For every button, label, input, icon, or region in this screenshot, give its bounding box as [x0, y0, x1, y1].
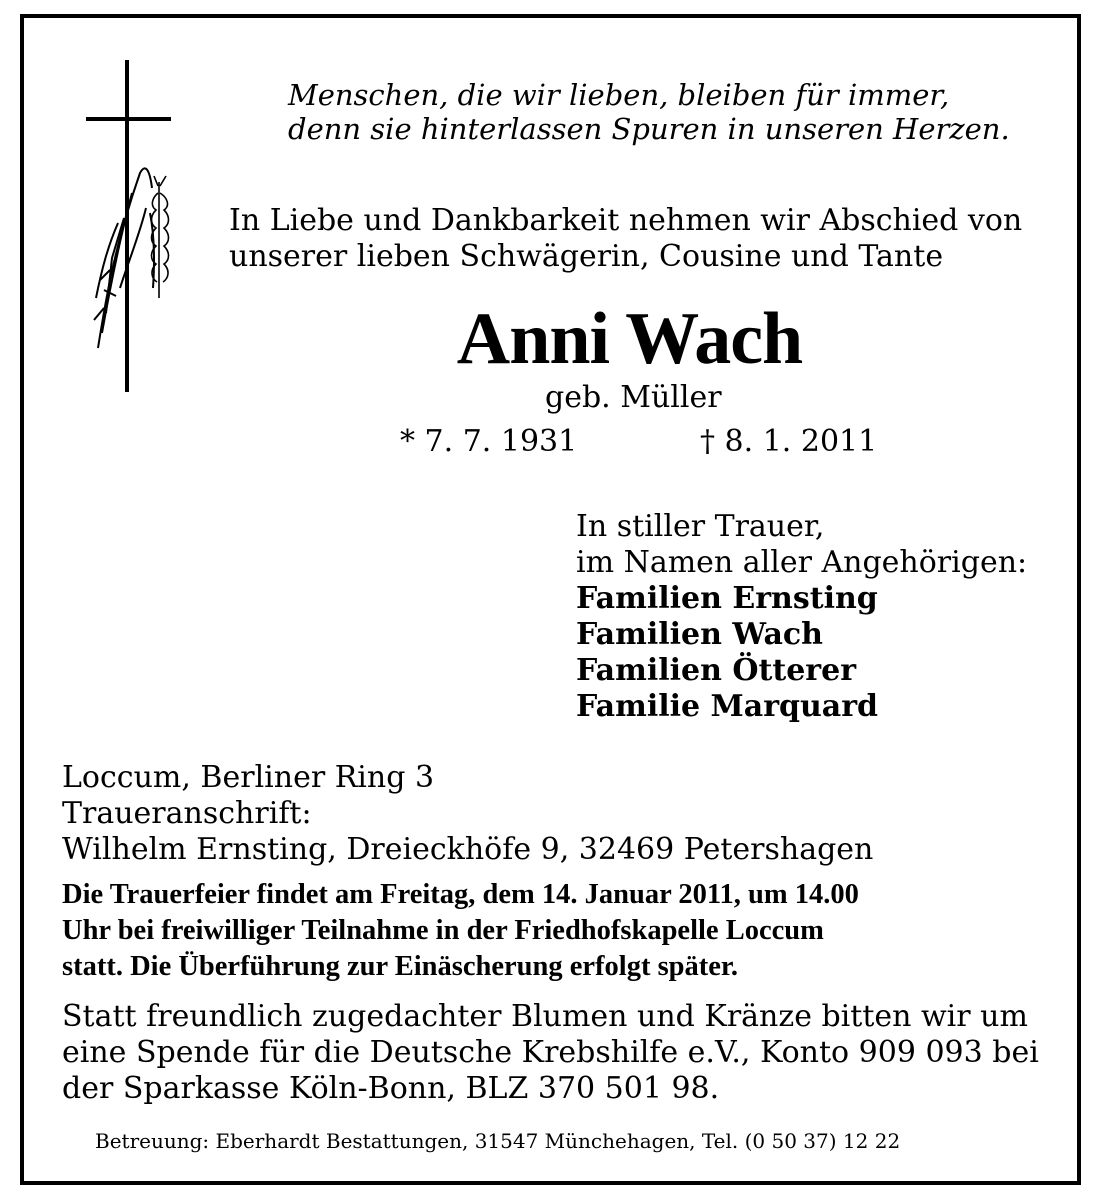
ceremony-info [62, 877, 859, 985]
donation-line: Statt freundlich zugedachter Blumen und Kränze bitten wir um [62, 999, 1028, 1034]
mourners-line: In stiller Trauer, [576, 509, 825, 544]
family-name: Familien Wach [576, 617, 823, 652]
motto-line: denn sie hinterlassen Spuren in unseren Herzen. [288, 112, 1010, 146]
funeral-home-footer: Betreuung: Eberhardt Bestattungen, 31547 Münchehagen, Tel. (0 50 37) 12 22 [95, 1129, 901, 1153]
ceremony-line: Uhr bei freiwilliger Teilnahme in der Friedhofskapelle Loccum [62, 915, 824, 946]
address-line: Traueranschrift: [62, 796, 312, 831]
address-line: Wilhelm Ernsting, Dreieckhöfe 9, 32469 Petershagen [62, 832, 874, 867]
address-line: Loccum, Berliner Ring 3 [62, 760, 435, 795]
donation-request [62, 999, 1039, 1107]
family-name: Familie Marquard [576, 689, 879, 724]
mourners-line: im Namen aller Angehörigen: [576, 545, 1028, 580]
birth-name: geb. Müller [545, 380, 722, 415]
motto-line: Menschen, die wir lieben, bleiben für immer, [288, 78, 950, 112]
mourners-block [576, 509, 1027, 725]
donation-line: eine Spende für die Deutsche Krebshilfe e.V., Konto 909 093 bei [62, 1035, 1039, 1070]
address-block [62, 760, 873, 868]
deceased-name: Anni Wach [456, 298, 803, 380]
ceremony-line: Die Trauerfeier findet am Freitag, dem 14. Januar 2011, um 14.00 [62, 879, 859, 910]
intro-line: unserer lieben Schwägerin, Cousine und Tante [229, 239, 944, 274]
ceremony-line: statt. Die Überführung zur Einäscherung erfolgt später. [62, 951, 739, 982]
family-name: Familien Ernsting [576, 581, 878, 616]
motto [288, 78, 1010, 146]
farewell-intro [229, 203, 1022, 275]
birth-date: * 7. 7. 1931 [400, 424, 578, 459]
family-name: Familien Ötterer [576, 653, 857, 688]
donation-line: der Sparkasse Köln-Bonn, BLZ 370 501 98. [62, 1071, 720, 1106]
death-date: † 8. 1. 2011 [700, 424, 878, 459]
intro-line: In Liebe und Dankbarkeit nehmen wir Abschied von [229, 203, 1023, 238]
